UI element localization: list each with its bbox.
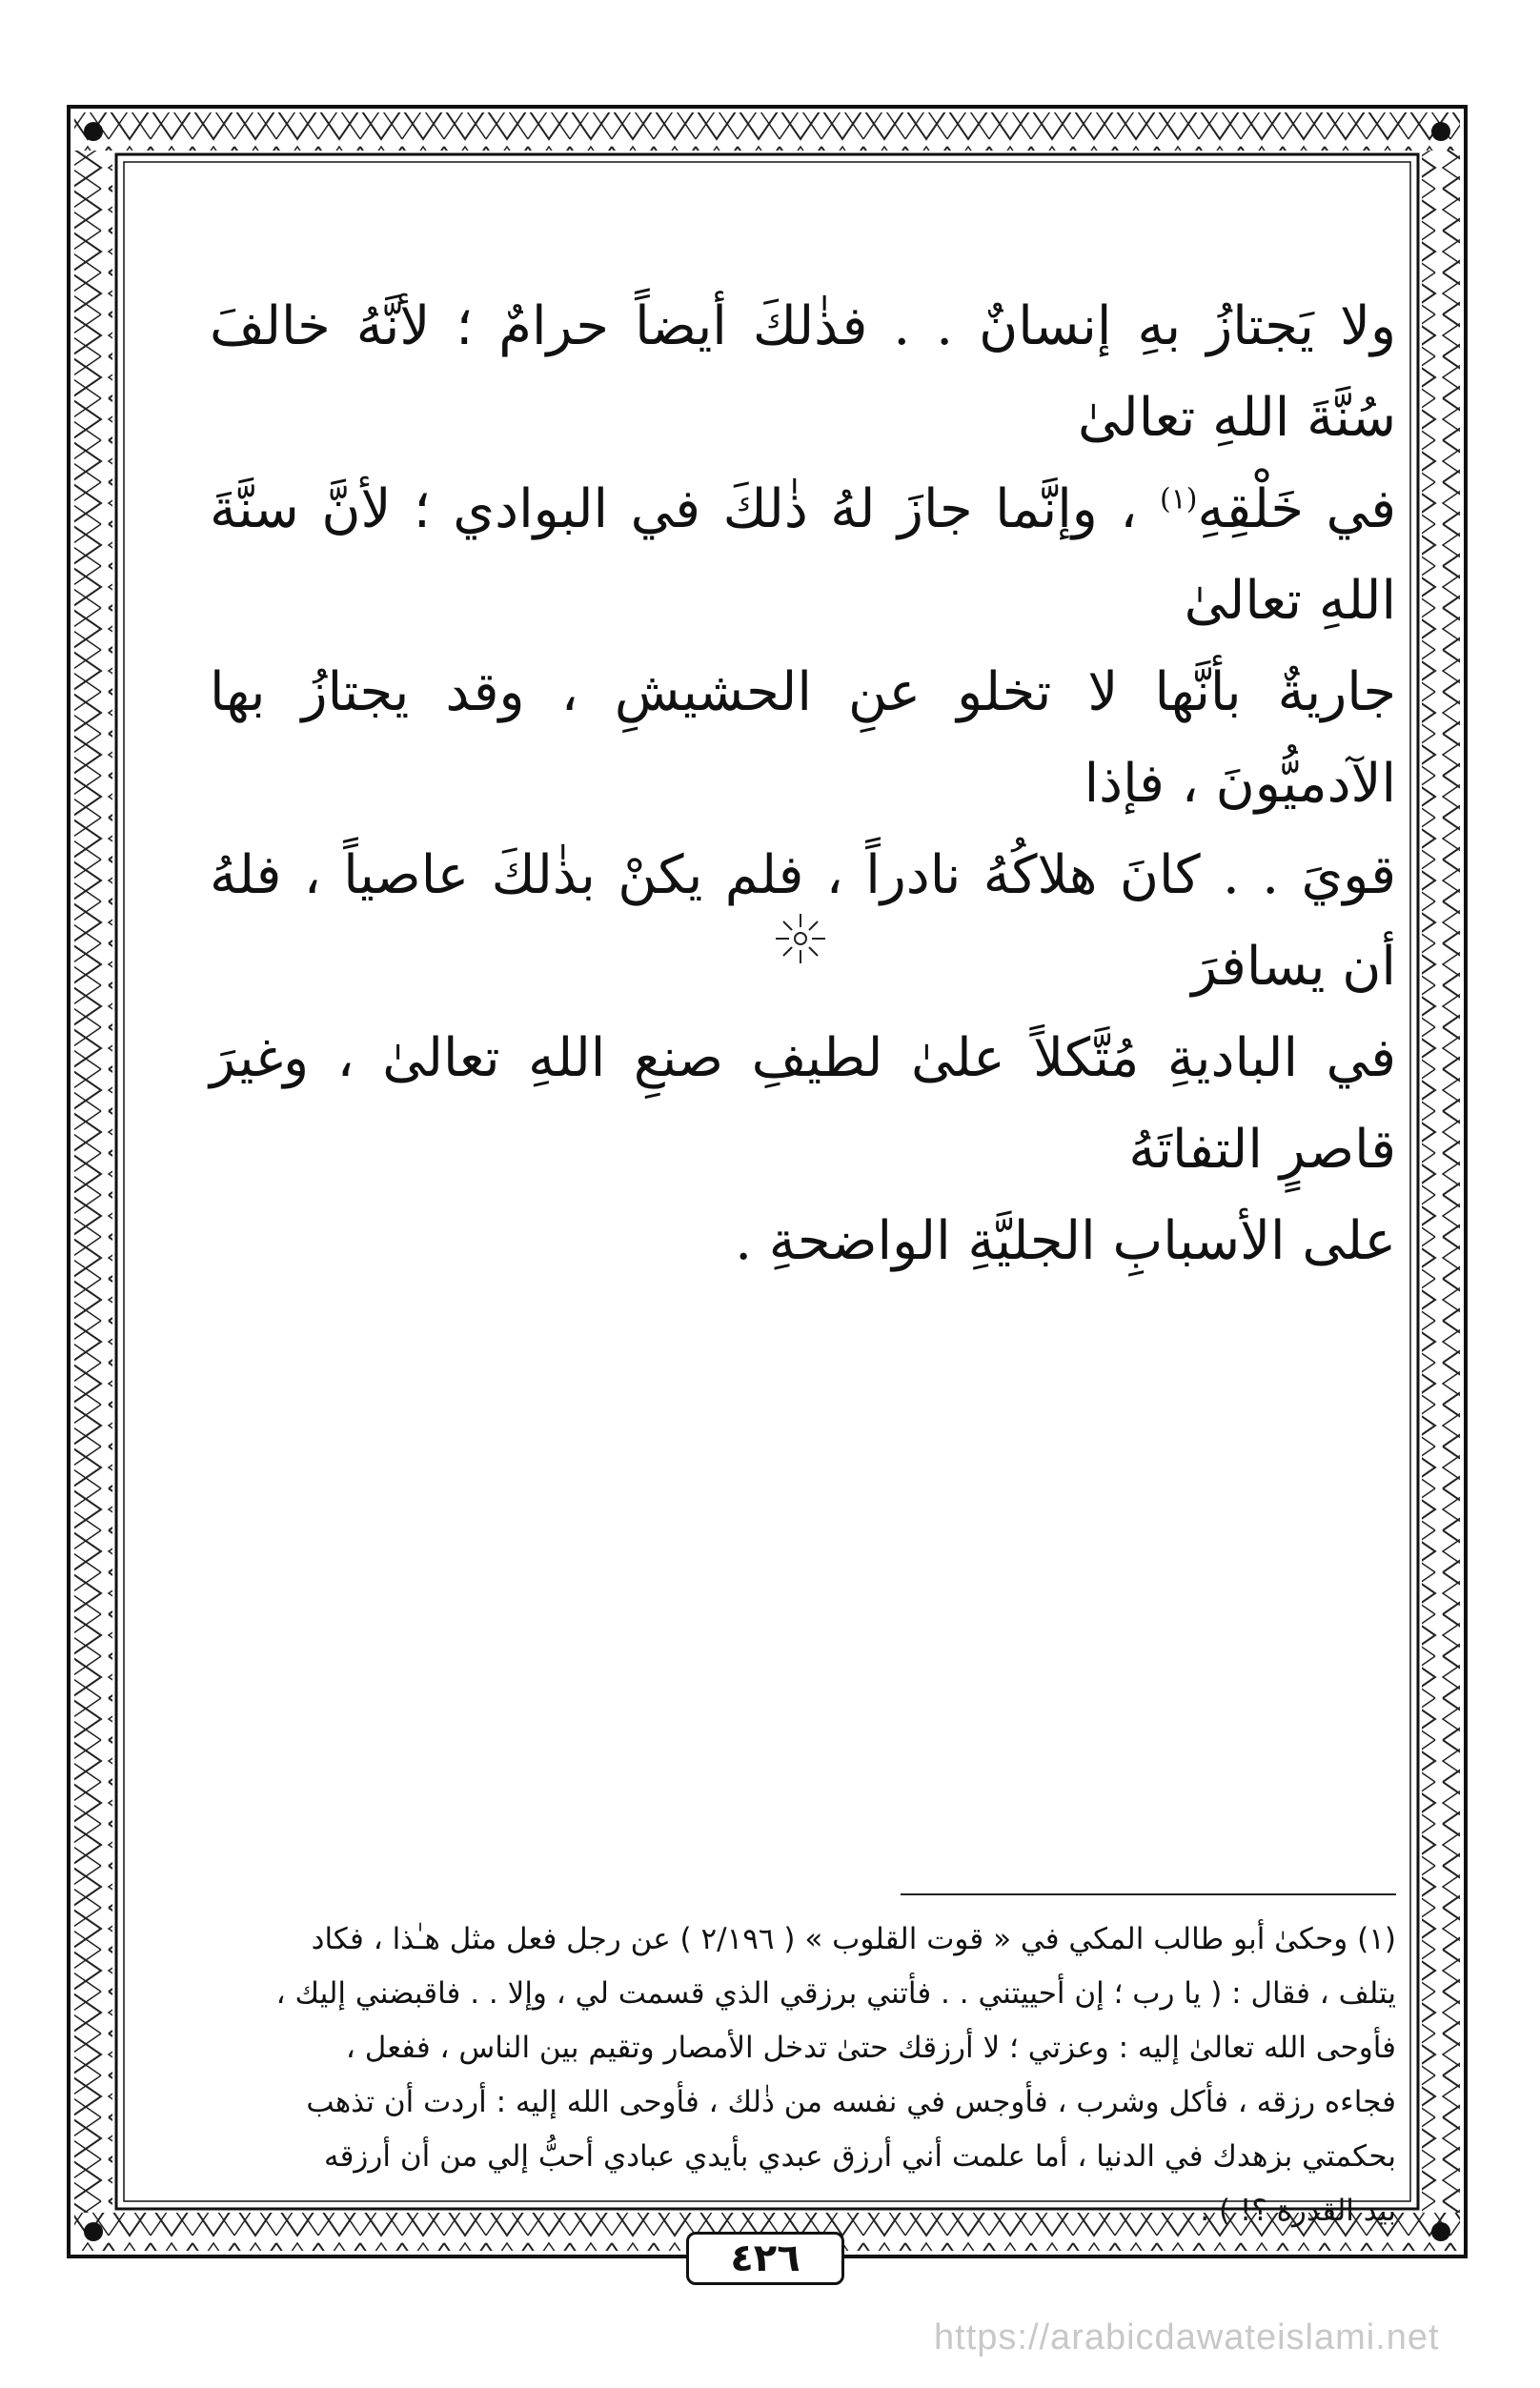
footnote-line: فأوحى الله تعالىٰ إليه : وعزتي ؛ لا أرزقك حتىٰ تدخل الأمصار وتقيم بين الناس ، ففعل ،: [345, 2031, 1396, 2065]
footnote-reference[interactable]: (١): [1159, 482, 1198, 516]
footnote-line: فجاءه رزقه ، فأكل وشرب ، فأوجس في نفسه من ذٰلك ، فأوحى الله إليه : أردت أن تذهب: [306, 2085, 1396, 2119]
footnote-line: يتلف ، فقال : ( يا رب ؛ إن أحييتني . . فأتني برزقي الذي قسمت لي ، وإلا . . فاقبضني إليك ،: [275, 1976, 1396, 2011]
body-line: [210, 464, 1396, 647]
body-line-segment: في خَلْقِهِ: [1197, 478, 1396, 540]
body-text: [210, 262, 1396, 1287]
footnote-separator: [901, 1893, 1396, 1895]
section-ornament-icon: [772, 910, 829, 967]
page-content: [210, 262, 1396, 2254]
page-number: ٤٢٦: [686, 2232, 844, 2285]
body-line: ولا يَجتازُ بهِ إنسانٌ . . فذٰلكَ أيضاً حرامٌ ؛ لأنَّهُ خالفَ سُنَّةَ اللهِ تعالىٰ: [210, 295, 1396, 449]
watermark: https://arabicdawateislami.net: [934, 2317, 1440, 2358]
body-line-segment: ، وإنَّما جازَ لهُ ذٰلكَ في البوادي ؛ لأنَّ سنَّةَ اللهِ تعالىٰ: [210, 478, 1396, 632]
page-frame: [67, 105, 1468, 2280]
body-line: جاريةٌ بأنَّها لا تخلو عنِ الحشيشِ ، وقد يجتازُ بها الآدميُّونَ ، فإذا: [210, 661, 1396, 815]
body-line: قويَ . . كانَ هلاكُهُ نادراً ، فلم يكنْ بذٰلكَ عاصياً ، فلهُ أن يسافرَ: [210, 844, 1396, 998]
footnote-line: (١) وحكىٰ أبو طالب المكي في « قوت القلوب » ( ٢/١٩٦ ) عن رجل فعل مثل هـٰذا ، فكاد: [311, 1922, 1396, 1956]
body-line: في الباديةِ مُتَّكلاً علىٰ لطيفِ صنعِ اللهِ تعالىٰ ، وغيرَ قاصرٍ التفاتَهُ: [210, 1027, 1396, 1181]
body-line: على الأسبابِ الجليَّةِ الواضحةِ .: [735, 1210, 1396, 1272]
footnote-line: بحكمتي بزهدك في الدنيا ، أما علمت أني أرزق عبدي بأيدي عبادي أحبُّ إلي من أن أرزقه: [323, 2139, 1396, 2174]
footnote-line: بيد القدرة ؟! ) .: [1200, 2194, 1396, 2228]
footnotes: [210, 1912, 1396, 2238]
